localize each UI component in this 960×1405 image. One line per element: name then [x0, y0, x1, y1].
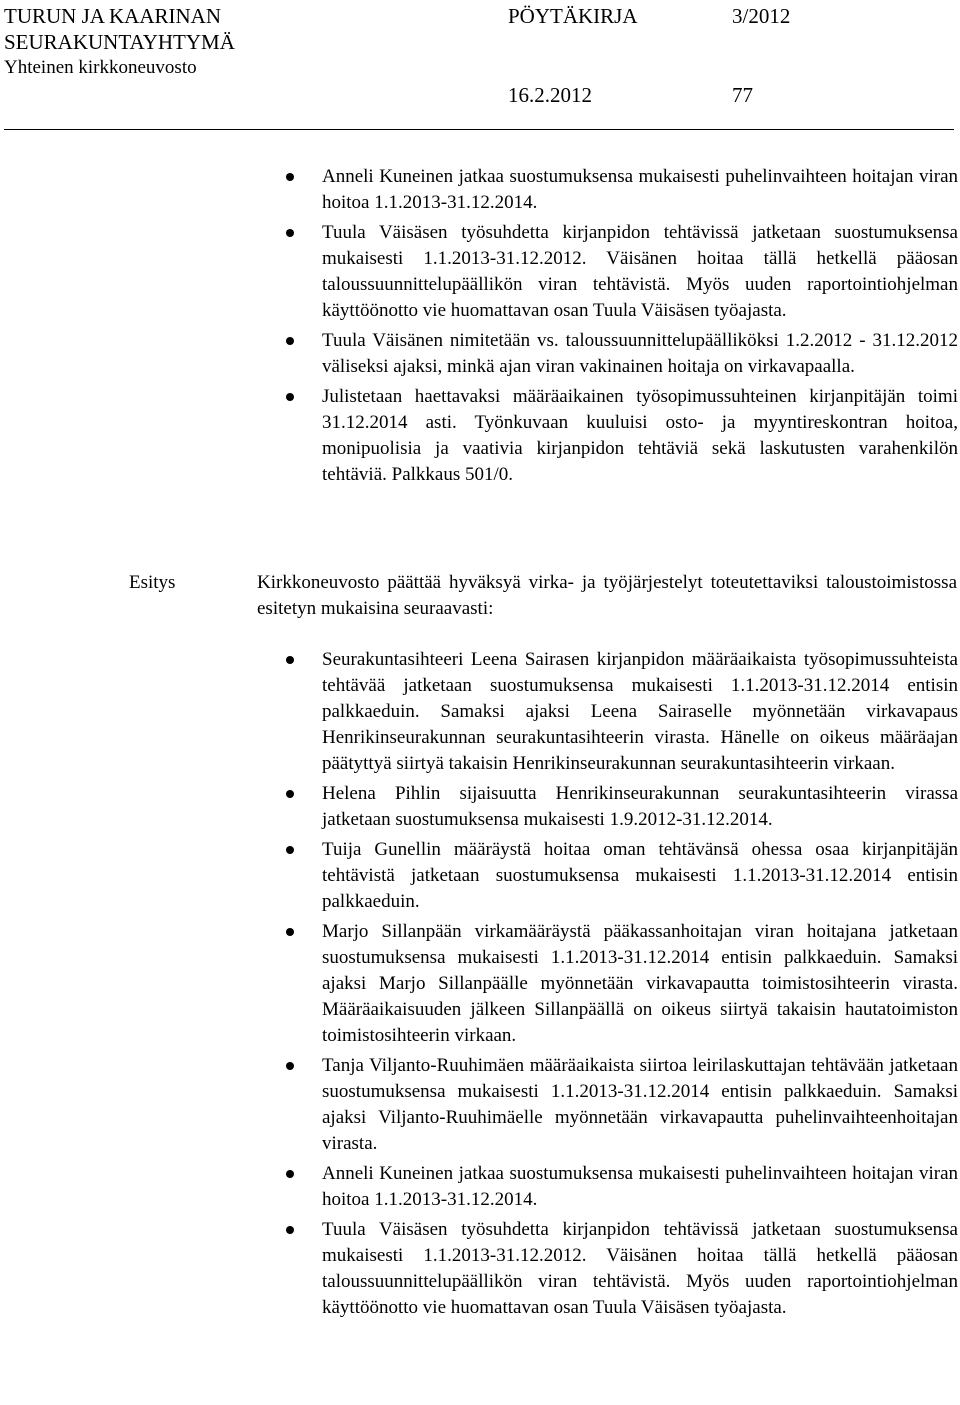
bullet-icon [286, 229, 294, 237]
list-item [322, 1217, 958, 1321]
list-item [322, 919, 958, 1049]
bullet-icon [286, 1062, 294, 1070]
list-item-text: Tuula Väisäsen työsuhdetta kirjanpidon tehtävissä jatketaan suostumuksensa mukaisesti 1.1.2013-31.12.2012. Väisänen hoitaa tällä hetkellä pääosan taloussuunnittelupäällikön viran tehtävistä. Myös uuden raportointiohjelman käyttöönotto vie huomattavan osan Tuula Väisäsen työajasta. [322, 1219, 958, 1318]
header-divider [4, 129, 954, 130]
list-item-text: Tuula Väisänen nimitetään vs. taloussuunnittelupäälliköksi 1.2.2012 - 31.12.2012 väliseksi ajaksi, minkä ajan viran vakinainen hoitaja on virkavapaalla. [322, 330, 958, 377]
list-item-text: Anneli Kuneinen jatkaa suostumuksensa mukaisesti puhelinvaihteen hoitajan viran hoitoa 1.1.2013-31.12.2014. [322, 1163, 958, 1210]
list-item [322, 1053, 958, 1157]
list-item [322, 220, 958, 324]
list-item [322, 837, 958, 915]
list-item [322, 647, 958, 777]
bullet-icon [286, 656, 294, 664]
governing-body-name: Yhteinen kirkkoneuvosto [4, 57, 197, 78]
organization-name-line1: TURUN JA KAARINAN [4, 4, 222, 28]
bullet-icon [286, 790, 294, 798]
list-item [322, 384, 958, 488]
bullet-icon [286, 337, 294, 345]
list-item [322, 164, 958, 216]
list-item-text: Julistetaan haettavaksi määräaikainen työsopimussuhteinen kirjanpitäjän toimi 31.12.2014 asti. Työnkuvaan kuuluisi osto- ja myyntireskontran hoitoa, monipuolisia ja vaativia kirjanpidon tehtäviä sekä laskutusten varahenkilön tehtäviä. Palkkaus 501/0. [322, 386, 958, 485]
list-item [322, 1161, 958, 1213]
document-number: 3/2012 [732, 4, 791, 28]
organization-name-line2: SEURAKUNTAYHTYMÄ [4, 30, 235, 54]
bullet-icon [286, 393, 294, 401]
page-number: 77 [732, 83, 753, 107]
background-list [322, 164, 958, 492]
list-item [322, 328, 958, 380]
list-item-text: Seurakuntasihteeri Leena Sairasen kirjanpidon määräaikaista työsopimussuhteista tehtävää jatketaan suostumuksensa mukaisesti 1.1.2013-31.12.2014 entisin palkkaeduin. Samaksi ajaksi Leena Sairaselle myönnetään virkavapaus Henrikinseurakunnan seurakuntasihteerin virasta. Hänelle on oikeus määräajan päätyttyä siirtyä takaisin Henrikinseurakunnan seurakuntasihteerin virkaan. [322, 649, 958, 774]
bullet-icon [286, 928, 294, 936]
list-item-text: Tuija Gunellin määräystä hoitaa oman tehtävänsä ohessa osaa kirjanpitäjän tehtävistä jatketaan suostumuksensa mukaisesti 1.1.2013-31.12.2014 entisin palkkaeduin. [322, 839, 958, 912]
list-item-text: Tanja Viljanto-Ruuhimäen määräaikaista siirtoa leirilaskuttajan tehtävään jatketaan suostumuksensa mukaisesti 1.1.2013-31.12.2014 entisin palkkaeduin. Samaksi ajaksi Viljanto-Ruuhimäelle myönnetään virkavapautta puhelinvaihteenhoitajan virasta. [322, 1055, 958, 1154]
meeting-date: 16.2.2012 [508, 83, 592, 107]
bullet-icon [286, 846, 294, 854]
list-item [322, 781, 958, 833]
list-item-text: Marjo Sillanpään virkamääräystä pääkassanhoitajan viran hoitajana jatketaan suostumuksensa mukaisesti 1.1.2013-31.12.2014 entisin palkkaeduin. Samaksi ajaksi Marjo Sillanpäälle myönnetään virkavapautta toimistosihteerin virasta. Määräaikaisuuden jälkeen Sillanpäällä on oikeus siirtyä takaisin hautatoimiston toimistosihteerin virkaan. [322, 921, 958, 1046]
proposal-intro: Kirkkoneuvosto päättää hyväksyä virka- ja työjärjestelyt toteutettaviksi taloustoimistossa esitetyn mukaisina seuraavasti: [257, 572, 957, 619]
bullet-icon [286, 1226, 294, 1234]
bullet-icon [286, 173, 294, 181]
list-item-text: Tuula Väisäsen työsuhdetta kirjanpidon tehtävissä jatketaan suostumuksensa mukaisesti 1.1.2013-31.12.2012. Väisänen hoitaa tällä hetkellä pääosan taloussuunnittelupäällikön viran tehtävistä. Myös uuden raportointiohjelman käyttöönotto vie huomattavan osan Tuula Väisäsen työajasta. [322, 222, 958, 321]
proposal-list [322, 647, 958, 1325]
list-item-text: Helena Pihlin sijaisuutta Henrikinseurakunnan seurakuntasihteerin virassa jatketaan suostumuksensa mukaisesti 1.9.2012-31.12.2014. [322, 783, 958, 830]
list-item-text: Anneli Kuneinen jatkaa suostumuksensa mukaisesti puhelinvaihteen hoitajan viran hoitoa 1.1.2013-31.12.2014. [322, 166, 958, 213]
document-type: PÖYTÄKIRJA [508, 4, 638, 28]
section-label-proposal: Esitys [129, 572, 176, 593]
bullet-icon [286, 1170, 294, 1178]
